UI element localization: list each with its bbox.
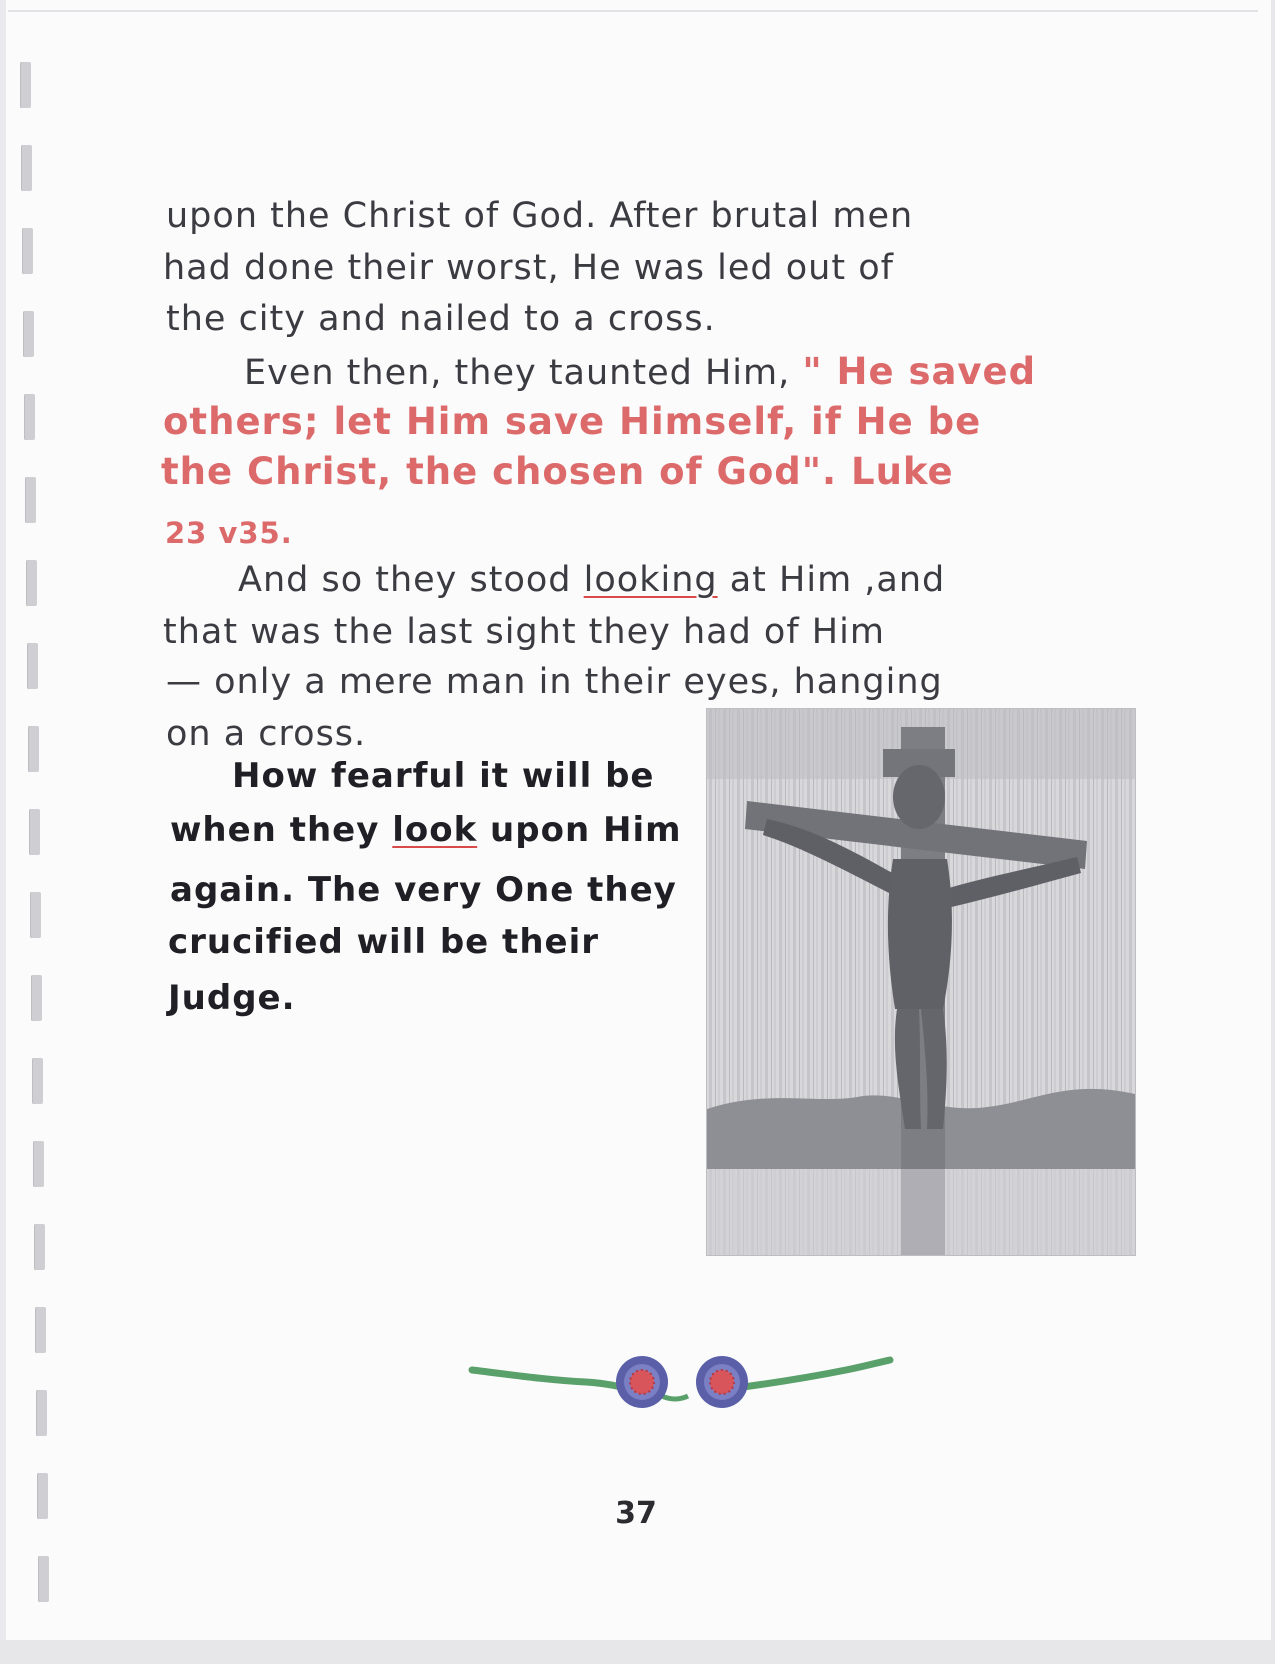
scripture-quote-line3: the Christ, the chosen of God". Luke [161, 450, 954, 493]
paragraph3-line2: that was the last sight they had of Him [163, 612, 885, 652]
paragraph4-line2-before: when they [170, 810, 393, 850]
bottom-edge [0, 1640, 1275, 1664]
binding-hole [24, 394, 35, 440]
paragraph1-line3: the city and nailed to a cross. [166, 299, 716, 339]
scripture-quote-start: " He saved [802, 350, 1037, 393]
page-number: 37 [615, 1496, 657, 1531]
binding-hole [34, 1224, 45, 1270]
crucifix-illustration [706, 708, 1136, 1256]
top-edge [8, 10, 1258, 12]
binding-hole [29, 809, 40, 855]
paragraph2-lead: Even then, they taunted Him, [244, 353, 803, 393]
binding-hole [22, 228, 33, 274]
underlined-word-look: look [392, 810, 478, 850]
scripture-reference: 23 v35. [165, 516, 293, 550]
paragraph3-line4: on a cross. [166, 714, 367, 754]
scripture-quote-line2: others; let Him save Himself, if He be [163, 400, 982, 443]
paragraph2-line1 [244, 350, 1036, 393]
paragraph4-line1: How fearful it will be [232, 756, 655, 796]
underlined-word-looking: looking [583, 560, 718, 600]
paragraph4-line5: Judge. [168, 978, 296, 1018]
paragraph1-line2: had done their worst, He was led out of [163, 248, 894, 288]
paragraph3-line1-after: at Him ,and [717, 560, 946, 600]
binding-hole [21, 145, 32, 191]
paragraph3-line1-before: And so they stood [238, 560, 584, 600]
binding-hole [33, 1141, 44, 1187]
paragraph3-line1 [238, 560, 945, 600]
paragraph1-line1: upon the Christ of God. After brutal men [166, 196, 914, 236]
paragraph4-line4: crucified will be their [168, 922, 599, 962]
binding-hole [38, 1556, 49, 1602]
binding-hole [23, 311, 34, 357]
right-edge [1271, 0, 1275, 1640]
binding-hole [20, 62, 31, 108]
crucifix-icon [707, 709, 1135, 1255]
binding-hole [35, 1307, 46, 1353]
binding-hole [31, 975, 42, 1021]
binding-hole [28, 726, 39, 772]
binding-hole [30, 892, 41, 938]
paragraph4-line2 [170, 810, 682, 850]
binding-hole [25, 477, 36, 523]
binding-hole [36, 1390, 47, 1436]
paragraph4-line3: again. The very One they [170, 870, 677, 910]
binding-hole [37, 1473, 48, 1519]
paragraph4-line2-after: upon Him [477, 810, 682, 850]
paragraph3-line3: — only a mere man in their eyes, hanging [166, 662, 943, 702]
binding-hole [32, 1058, 43, 1104]
binding-hole [27, 643, 38, 689]
left-edge [0, 0, 6, 1640]
flower-vine-divider-icon [466, 1340, 896, 1420]
binding-hole [26, 560, 37, 606]
